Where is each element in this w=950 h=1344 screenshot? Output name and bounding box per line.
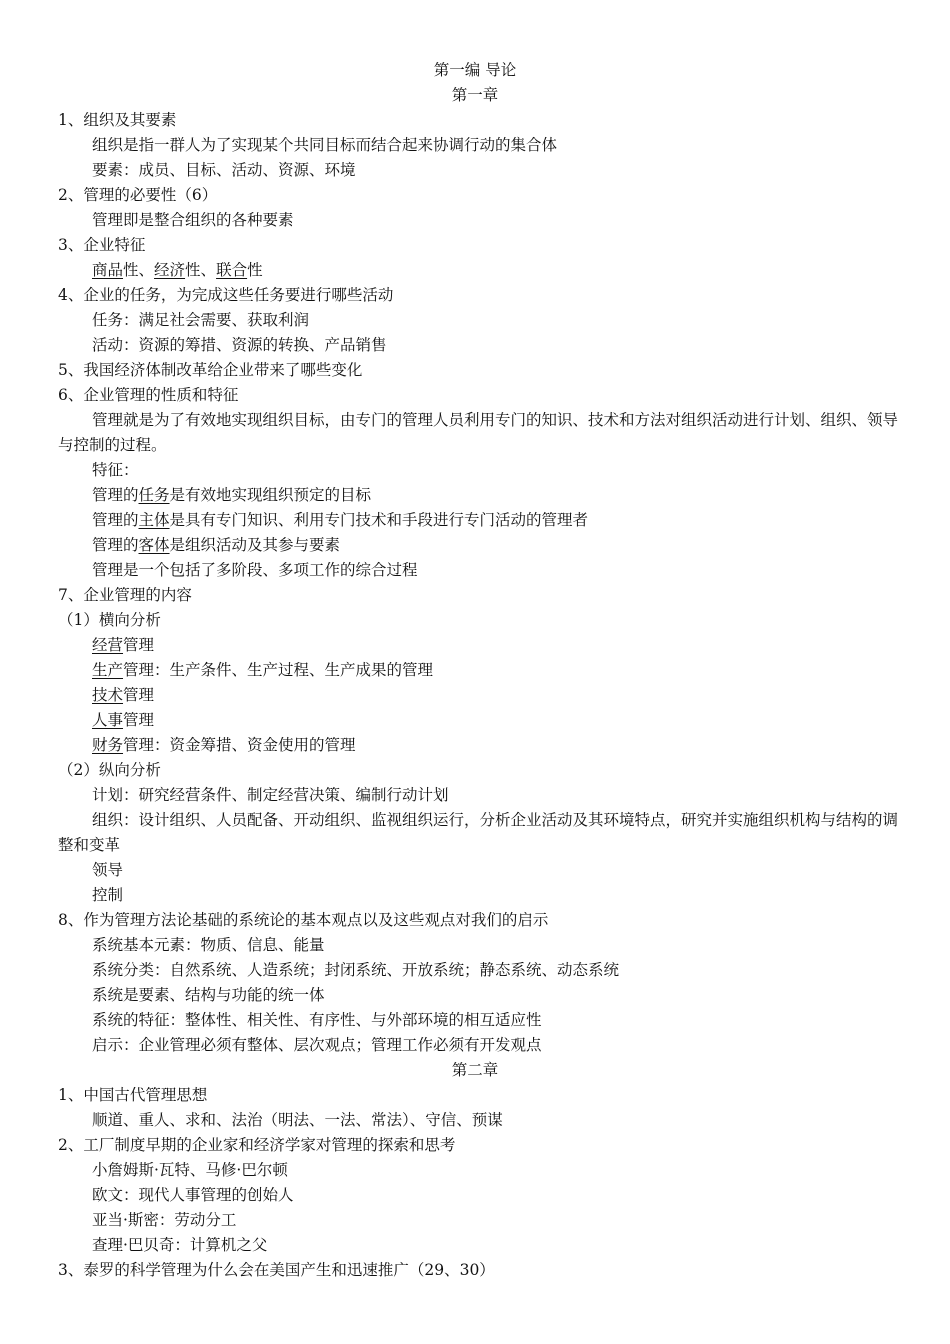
- question-heading: 4、企业的任务，为完成这些任务要进行哪些活动: [58, 286, 394, 304]
- text-fragment: 性: [247, 261, 263, 279]
- answer-line: 小詹姆斯·瓦特、马修·巴尔顿: [92, 1161, 288, 1179]
- underlined-term: 商品: [92, 261, 124, 279]
- text-fragment: 管理: [123, 636, 155, 654]
- answer-line: 系统基本元素：物质、信息、能量: [92, 936, 325, 954]
- underlined-term: 任务: [138, 486, 170, 504]
- chapter-heading: 第一章: [451, 86, 499, 104]
- question-heading: 1、组织及其要素: [58, 111, 177, 129]
- answer-line: 特征：: [92, 461, 139, 479]
- answer-line: 要素：成员、目标、活动、资源、环境: [92, 161, 356, 179]
- answer-line: 系统分类：自然系统、人造系统；封闭系统、开放系统；静态系统、动态系统: [92, 961, 620, 979]
- answer-line: 启示：企业管理必须有整体、层次观点；管理工作必须有开发观点: [92, 1036, 542, 1054]
- answer-line: [92, 508, 898, 533]
- question-heading: 6、企业管理的性质和特征: [58, 386, 239, 404]
- question-heading: 1、中国古代管理思想: [58, 1086, 208, 1104]
- answer-line: 任务：满足社会需要、获取利润: [92, 311, 310, 329]
- answer-line: [92, 633, 898, 658]
- answer-line: 领导: [92, 861, 124, 879]
- underlined-term: 主体: [138, 511, 170, 529]
- answer-line: 顺道、重人、求和、法治（明法、一法、常法）、守信、预谋: [92, 1111, 503, 1129]
- sub-heading: （2）纵向分析: [58, 761, 161, 779]
- answer-line: [92, 708, 898, 733]
- chapter-heading: 第二章: [451, 1061, 499, 1079]
- answer-line: [92, 733, 898, 758]
- question-heading: 3、泰罗的科学管理为什么会在美国产生和迅速推广（29、30）: [58, 1261, 495, 1279]
- question-heading: 5、我国经济体制改革给企业带来了哪些变化: [58, 361, 363, 379]
- underlined-term: 经济: [154, 261, 186, 279]
- question-heading: 7、企业管理的内容: [58, 586, 192, 604]
- answer-line: 组织是指一群人为了实现某个共同目标而结合起来协调行动的集合体: [92, 136, 558, 154]
- answer-line: 计划：研究经营条件、制定经营决策、编制行动计划: [92, 786, 449, 804]
- answer-line: 欧文：现代人事管理的创始人: [92, 1186, 294, 1204]
- answer-line: 控制: [92, 886, 124, 904]
- part-title: 第一编 导论: [433, 61, 517, 79]
- answer-line: [92, 683, 898, 708]
- answer-line: [92, 533, 898, 558]
- question-heading: 8、作为管理方法论基础的系统论的基本观点以及这些观点对我们的启示: [58, 911, 549, 929]
- answer-line: 管理是一个包括了多阶段、多项工作的综合过程: [92, 561, 418, 579]
- answer-line: 亚当·斯密：劳动分工: [92, 1211, 237, 1229]
- text-fragment: 管理的: [92, 536, 139, 554]
- answer-line: [92, 483, 898, 508]
- definition-paragraph: 管理就是为了有效地实现组织目标，由专门的管理人员利用专门的知识、技术和方法对组织活动进行计划、组织、领导与控制的过程。: [58, 411, 899, 454]
- text-fragment: 管理的: [92, 486, 139, 504]
- text-fragment: 管理：生产条件、生产过程、生产成果的管理: [123, 661, 434, 679]
- underlined-term: 经营: [92, 636, 124, 654]
- underlined-term: 客体: [138, 536, 170, 554]
- text-fragment: 性、: [123, 261, 155, 279]
- question-heading: 2、管理的必要性（6）: [58, 186, 218, 204]
- text-fragment: 管理: [123, 711, 155, 729]
- underlined-term: 人事: [92, 711, 124, 729]
- answer-line: [92, 658, 898, 683]
- text-fragment: 管理的: [92, 511, 139, 529]
- text-fragment: 是有效地实现组织预定的目标: [169, 486, 372, 504]
- answer-line: [92, 258, 898, 283]
- text-fragment: 是具有专门知识、利用专门技术和手段进行专门活动的管理者: [169, 511, 589, 529]
- text-fragment: 性、: [185, 261, 217, 279]
- answer-line: 查理·巴贝奇：计算机之父: [92, 1236, 268, 1254]
- sub-heading: （1）横向分析: [58, 611, 161, 629]
- answer-line: 活动：资源的筹措、资源的转换、产品销售: [92, 336, 387, 354]
- question-heading: 3、企业特征: [58, 236, 146, 254]
- answer-paragraph: 组织：设计组织、人员配备、开动组织、监视组织运行，分析企业活动及其环境特点，研究并实施组织机构与结构的调整和变革: [58, 811, 899, 854]
- answer-line: 系统是要素、结构与功能的统一体: [92, 986, 325, 1004]
- text-fragment: 管理：资金筹措、资金使用的管理: [123, 736, 356, 754]
- underlined-term: 财务: [92, 736, 124, 754]
- answer-line: 管理即是整合组织的各种要素: [92, 211, 294, 229]
- underlined-term: 技术: [92, 686, 124, 704]
- text-fragment: 管理: [123, 686, 155, 704]
- underlined-term: 联合: [216, 261, 248, 279]
- answer-line: 系统的特征：整体性、相关性、有序性、与外部环境的相互适应性: [92, 1011, 542, 1029]
- underlined-term: 生产: [92, 661, 124, 679]
- question-heading: 2、工厂制度早期的企业家和经济学家对管理的探索和思考: [58, 1136, 456, 1154]
- text-fragment: 是组织活动及其参与要素: [169, 536, 341, 554]
